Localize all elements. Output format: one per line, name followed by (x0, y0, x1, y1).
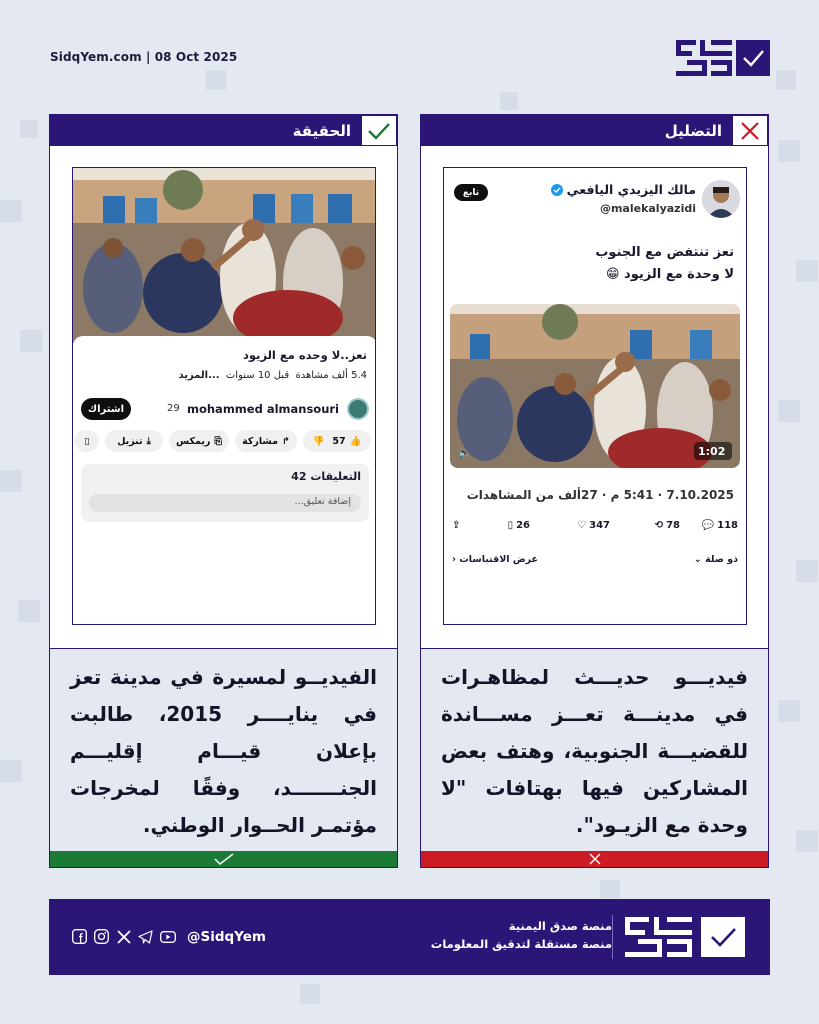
crowd-photo (73, 168, 376, 343)
bg-pixel (0, 470, 22, 492)
like-count: 347 (589, 520, 610, 531)
quotes-link[interactable] (452, 554, 538, 565)
like-dislike-pill[interactable] (303, 430, 371, 452)
bg-pixel (0, 200, 22, 222)
share-icon: ⇪ (452, 520, 461, 531)
share-label: مشاركة (242, 435, 278, 447)
fake-bottom-bar (421, 851, 768, 867)
social-handle: @SidqYem (187, 929, 266, 945)
bg-pixel (20, 120, 38, 138)
channel-name[interactable]: mohammed almansouri (186, 402, 339, 416)
reply-stat[interactable] (702, 520, 738, 531)
social-icons (71, 928, 176, 945)
like-stat[interactable] (577, 520, 610, 531)
chevron-down-icon: ⌄ (693, 554, 702, 565)
telegram-icon[interactable] (137, 928, 154, 945)
site-date-line: SidqYem.com | 08 Oct 2025 (50, 50, 238, 64)
facebook-icon[interactable] (71, 928, 88, 945)
footer-divider (612, 915, 613, 959)
bg-pixel (18, 600, 40, 622)
subscriber-count: 29 (167, 403, 180, 414)
author-avatar[interactable] (702, 180, 740, 218)
save-icon: ▯ (84, 435, 90, 447)
fake-card-header (421, 115, 768, 146)
bg-pixel (796, 260, 818, 282)
reply-count: 118 (717, 520, 738, 531)
tweet-line-1: تعز تنتفض مع الجنوب (595, 245, 734, 260)
bg-pixel (500, 92, 518, 110)
save-button[interactable] (75, 430, 99, 452)
share-button[interactable] (235, 430, 297, 452)
youtube-screenshot (72, 167, 376, 625)
fact-caption-area (50, 648, 397, 853)
check-icon (361, 115, 397, 146)
related-label: ذو صلة (705, 554, 738, 565)
x-mark-icon (732, 115, 768, 146)
bg-pixel (206, 70, 226, 90)
video-duration: 1:02 (698, 445, 726, 458)
fake-title: التضليل (664, 121, 722, 140)
thumbs-down-icon: 👎 (312, 435, 325, 447)
fake-card (420, 114, 769, 868)
check-icon (213, 853, 235, 865)
tweet-timestamp: 7.10.2025 · 5:41 م · 27ألف من المشاهدات (466, 488, 734, 502)
retweet-stat[interactable] (655, 520, 680, 531)
tweet-text (595, 242, 734, 286)
bookmark-count: 26 (516, 520, 530, 531)
quotes-label: عرض الاقتباسات (459, 554, 539, 565)
video-title: تعز..لا وحده مع الزيود (243, 348, 367, 362)
like-count: 57 (332, 435, 346, 447)
remix-icon: ⎘ (214, 435, 222, 447)
comments-header: التعليقات 42 (291, 470, 361, 483)
bg-pixel (778, 400, 800, 422)
remix-button[interactable] (169, 430, 229, 452)
retweet-icon: ⟲ (654, 520, 664, 531)
download-label: تنزيل (117, 435, 143, 447)
bg-pixel (20, 330, 42, 352)
thumbs-up-icon: 👍 (349, 435, 362, 447)
sidqyem-logo (625, 917, 745, 957)
chevron-left-icon: ‹ (452, 554, 456, 565)
bookmark-icon: ▯ (507, 520, 514, 531)
share-icon: ↱ (281, 435, 290, 447)
reply-icon: 💬 (701, 520, 715, 531)
fake-caption-area (421, 648, 768, 853)
tweet-video[interactable] (450, 304, 740, 468)
tweet-line-2: لا وحدة مع الزيود 😁 (605, 267, 734, 282)
view-count: 5.4 ألف مشاهدة (295, 370, 367, 381)
sidqyem-logo (676, 40, 770, 76)
author-name[interactable]: مالك اليزيدي اليافعي (566, 182, 696, 197)
bg-pixel (796, 560, 818, 582)
x-logo-icon[interactable] (115, 928, 132, 945)
upload-age: قبل 10 سنوات (225, 370, 290, 381)
bg-pixel (600, 880, 620, 898)
author-name-row (551, 182, 696, 197)
channel-avatar[interactable] (347, 398, 369, 420)
bg-pixel (796, 830, 818, 852)
bg-pixel (0, 760, 22, 782)
platform-tagline: منصة مستقلة لتدقيق المعلومات (430, 937, 612, 951)
comments-section (81, 464, 369, 522)
video-meta (178, 370, 367, 381)
platform-name: منصة صدق اليمنية (508, 919, 612, 933)
tweet-screenshot (443, 167, 747, 625)
more-link[interactable]: ...المزيد (178, 370, 220, 381)
bg-pixel (300, 984, 320, 1004)
fact-bottom-bar (50, 851, 397, 867)
author-handle[interactable]: @malekalyazidi (599, 202, 696, 215)
bookmark-stat[interactable] (508, 520, 530, 531)
subscribe-button[interactable]: اشتراك (81, 398, 131, 420)
download-icon: ⤓ (146, 435, 151, 447)
svg-text:🔈: 🔈 (458, 448, 471, 459)
tweet-stats (452, 518, 738, 538)
instagram-icon[interactable] (93, 928, 110, 945)
fact-card (49, 114, 398, 868)
footer-band (49, 899, 770, 975)
retweet-count: 78 (666, 520, 680, 531)
channel-row (73, 396, 376, 422)
video-frame (450, 304, 740, 468)
download-button[interactable] (105, 430, 163, 452)
comment-input[interactable]: إضافة تعليق... (89, 494, 361, 512)
action-row (73, 430, 376, 454)
x-mark-icon (589, 853, 601, 865)
fact-title: الحقيقة (292, 121, 351, 140)
bg-pixel (776, 70, 796, 90)
fake-caption: فيديـــو حديـــث لمظاهـرات في مدينـــة تعـــز مســـاندة للقضيـــة الجنوبية، وهتف بعض المشاركين فيها بهتافات "لا وحدة مع الزيـود". (441, 664, 748, 837)
verified-icon (551, 184, 563, 196)
bg-pixel (778, 700, 800, 722)
remix-label: ريمكس (176, 435, 211, 447)
fact-caption: الفيديــو لمسيرة في مدينة تعز في ينايــــر 2015، طالبت بإعلان قيـــام إقليـــم الجنـــــــد، وفقًا لمخرجات مؤتمـر الحــوار الوطني. (70, 664, 377, 837)
related-link[interactable] (694, 554, 738, 565)
follow-button[interactable]: تابع (454, 184, 488, 201)
youtube-info-panel (73, 336, 376, 556)
heart-icon: ♡ (577, 520, 587, 531)
bg-pixel (778, 140, 800, 162)
share-stat[interactable] (452, 520, 460, 531)
fact-card-header (50, 115, 397, 146)
youtube-icon[interactable] (159, 928, 176, 945)
